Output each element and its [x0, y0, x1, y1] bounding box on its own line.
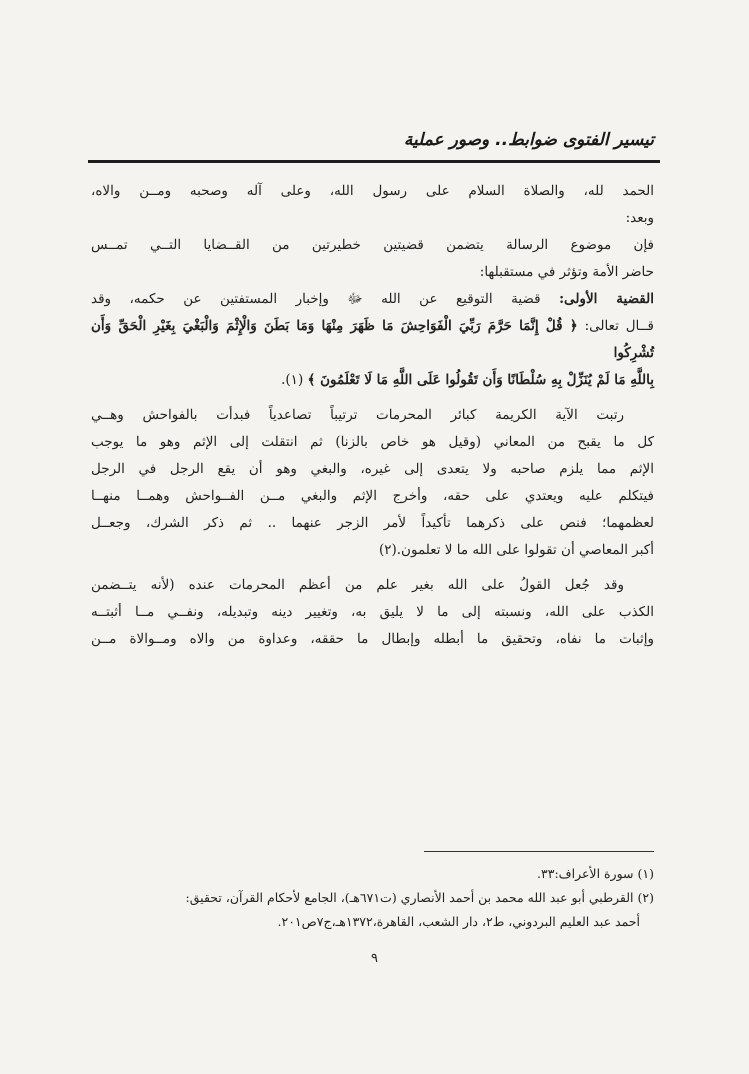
text-line: الكذب على الله، ونسبته إلى ما لا يليق به، وتغيير دينه وتبديله، ونفــي مــا أثبتــه	[91, 604, 654, 620]
paragraph-first-issue	[91, 286, 654, 394]
quran-verse: ﴿ قُلْ إِنَّمَا حَرَّمَ رَبِّيَ الْفَوَاحِشَ مَا ظَهَرَ مِنْهَا وَمَا بَطَنَ وَالْإِثْمَ وَالْبَغْيَ بِغَيْرِ الْحَقِّ وَأَن تُشْرِكُوا	[91, 318, 654, 361]
footnote-2: (٢) القرطبي أبو عبد الله محمد بن أحمد الأنصاري (ت٦٧١هـ)، الجامع لأحكام القرآن، تحقيق:	[185, 890, 654, 905]
text-line	[91, 313, 654, 367]
issue-text: قضية التوقيع عن الله ﷻ وإخبار المستفتين عن حكمه، وقد	[91, 291, 541, 307]
footnote-separator	[424, 851, 654, 852]
body-text	[91, 178, 654, 653]
text-line: الإثم مما يلزم صاحبه ولا يتعدى إلى غيره، والبغي وهو أن يقع الرجل في الرجل	[91, 461, 654, 477]
text-line: وقد جُعل القولُ على الله بغير علم من أعظم المحرمات عنده (لأنه يتــضمن	[91, 577, 624, 593]
header-rule	[88, 160, 660, 163]
header-title: تيسير الفتوى ضوابط.. وصور عملية	[403, 130, 654, 150]
quran-verse: بِاللَّهِ مَا لَمْ يُنَزِّلْ بِهِ سُلْطَانًا وَأَن تَقُولُوا عَلَى اللَّهِ مَا لَا تَعْلَمُونَ ﴾	[307, 372, 654, 388]
text-line: فيتكلم عليه ويعتدي على حقه، وأخرج الإثم والبغي مــن الفــواحش وهمــا منهــا	[91, 488, 654, 504]
paragraph-continuation	[91, 572, 654, 653]
footnote-2-continued: أحمد عبد العليم البردوني، ط٢، دار الشعب، القاهرة،١٣٧٢هـ،ج٧ص٢٠١.	[277, 914, 640, 929]
text-line	[91, 286, 654, 313]
page-number: ٩	[371, 951, 378, 966]
paragraph-intro	[91, 178, 654, 232]
paragraph-explanation	[91, 402, 654, 564]
running-header	[94, 130, 654, 150]
text-line: رتبت الآية الكريمة كبائر المحرمات ترتيباً تصاعدياً فبدأت بالفواحش وهــي	[91, 407, 624, 423]
footnote-1: (١) سورة الأعراف:٣٣.	[537, 866, 654, 881]
text-line: كل ما يقبح من المعاني (وقيل هو خاص بالزنا) ثم انتقلت إلى الإثم وهو ما يوجب	[91, 434, 654, 450]
paragraph-topic	[91, 232, 654, 286]
issue-label: القضية الأولى:	[559, 291, 655, 307]
text-line	[91, 367, 654, 394]
text-line: أكبر المعاصي أن تقولوا على الله ما لا تعلمون.(٢)	[378, 542, 654, 558]
text-line: حاضر الأمة وتؤثر في مستقبلها:	[479, 264, 654, 280]
footnotes	[91, 862, 654, 934]
text-line: وبعد:	[625, 210, 654, 226]
verse-intro: قــال تعالى:	[584, 318, 654, 334]
text-line: لعظمهما؛ فنص على ذكرهما تأكيداً لأمر الزجر عنهما .. ثم ذكر الشرك، وجعــل	[91, 515, 654, 531]
text-line: فإن موضوع الرسالة يتضمن قضيتين خطيرتين من القــضايا التــي تمــس	[91, 237, 654, 253]
verse-footnote-ref: (١).	[281, 372, 304, 388]
text-line: وإثبات ما نفاه، وتحقيق ما أبطله وإبطال ما حققه، وعداوة من والاه ومــوالاة مــن	[91, 631, 654, 647]
text-line: الحمد لله، والصلاة السلام على رسول الله، وعلى آله وصحبه ومــن والاه،	[91, 183, 654, 199]
